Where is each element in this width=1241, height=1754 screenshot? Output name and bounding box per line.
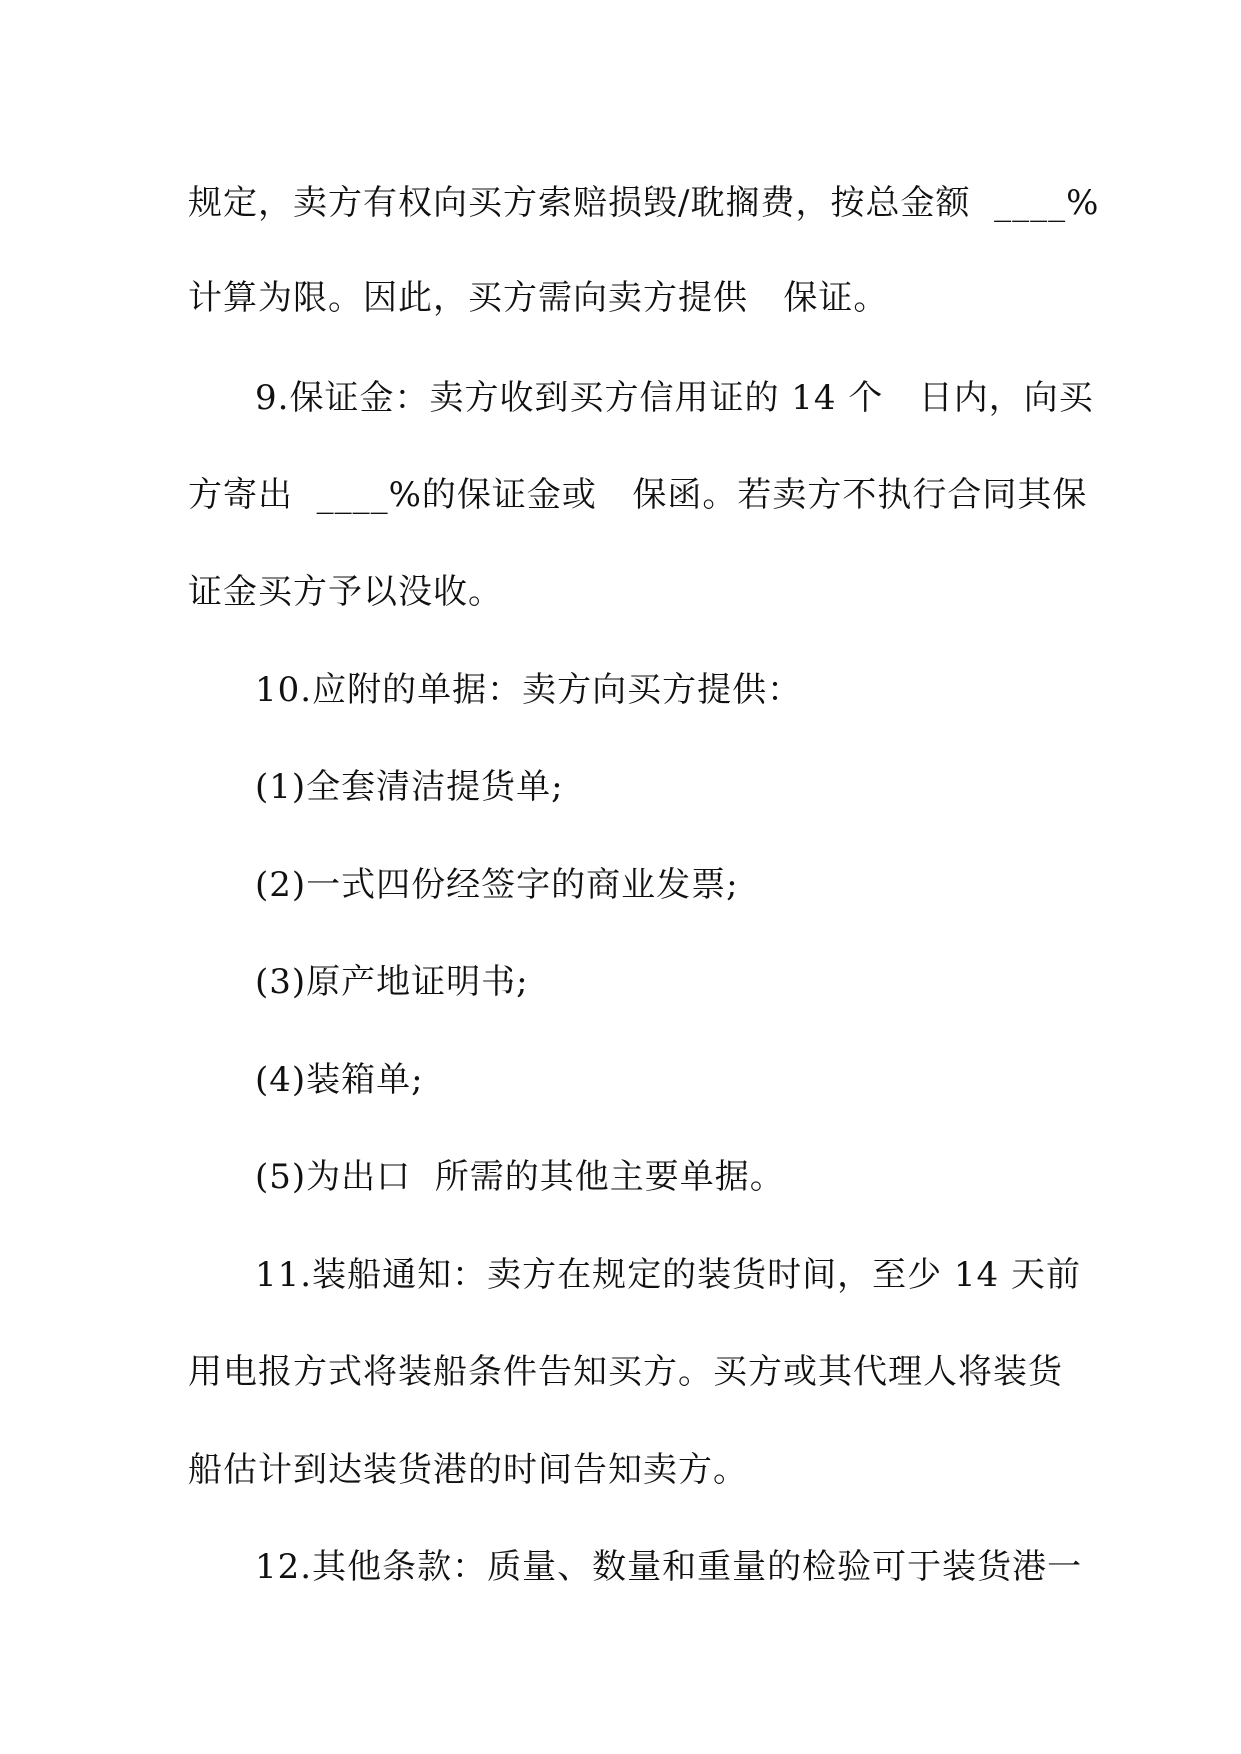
document-item-2: (2)一式四份经签字的商业发票;	[255, 865, 739, 905]
document-item-4: (4)装箱单;	[255, 1060, 424, 1100]
clause-12-line-1: 12.其他条款：质量、数量和重量的检验可于装货港一	[255, 1547, 1083, 1587]
clause-11-line-1: 11.装船通知：卖方在规定的装货时间，至少 14 天前	[255, 1255, 1081, 1295]
clause-10-heading: 10.应附的单据：卖方向买方提供：	[255, 670, 803, 710]
clause-11-line-3: 船估计到达装货港的时间告知卖方。	[188, 1450, 748, 1490]
clause-11-line-2: 用电报方式将装船条件告知买方。买方或其代理人将装货	[188, 1352, 1063, 1392]
text-line-2: 计算为限。因此，买方需向卖方提供 保证。	[188, 278, 889, 318]
clause-9-line-2: 方寄出 ____%的保证金或 保函。若卖方不执行合同其保	[188, 475, 1088, 515]
clause-9-line-3: 证金买方予以没收。	[188, 572, 503, 612]
clause-9-line-1: 9.保证金：卖方收到买方信用证的 14 个 日内，向买	[255, 378, 1094, 418]
document-item-5: (5)为出口 所需的其他主要单据。	[255, 1157, 785, 1197]
document-item-3: (3)原产地证明书;	[255, 962, 529, 1002]
document-item-1: (1)全套清洁提货单;	[255, 767, 564, 807]
text-line-1: 规定，卖方有权向买方索赔损毁/耽搁费，按总金额 ____%	[188, 183, 1100, 223]
